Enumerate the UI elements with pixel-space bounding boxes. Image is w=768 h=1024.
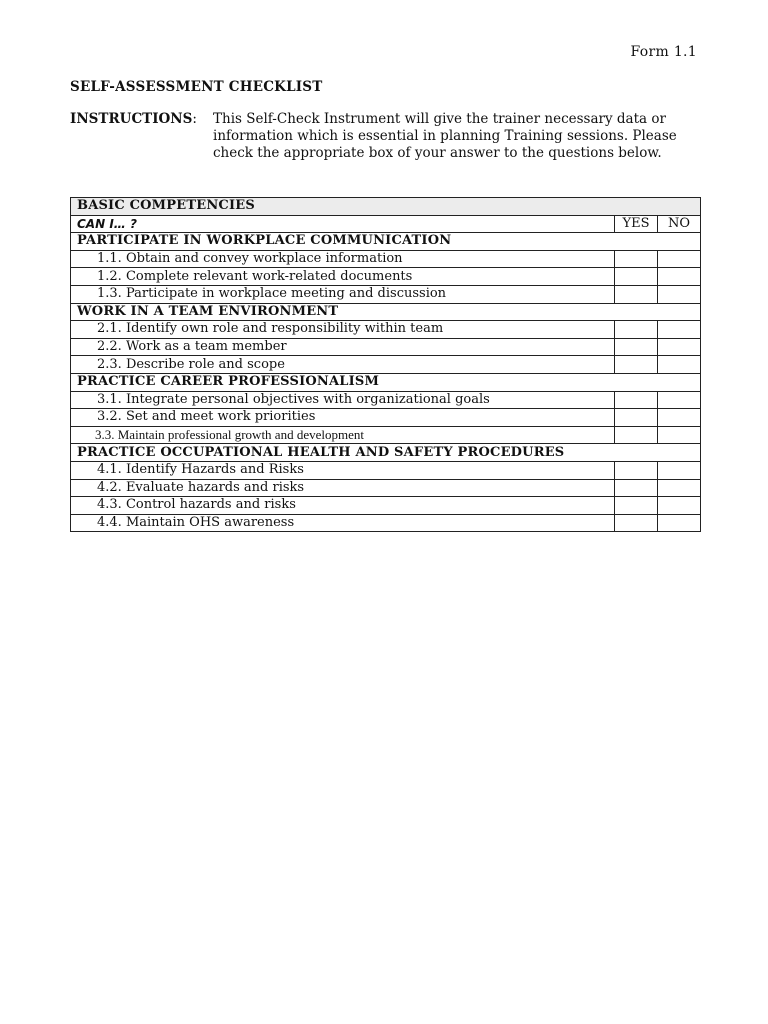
no-checkbox[interactable]	[658, 338, 701, 356]
yes-checkbox[interactable]	[615, 250, 658, 268]
yes-checkbox[interactable]	[615, 479, 658, 497]
instructions-colon: :	[192, 111, 197, 127]
yes-checkbox[interactable]	[615, 285, 658, 303]
table-row	[71, 409, 701, 427]
section-row	[71, 233, 701, 251]
yes-checkbox[interactable]	[615, 461, 658, 479]
section-title: PRACTICE OCCUPATIONAL HEALTH AND SAFETY PROCEDURES	[71, 444, 701, 462]
no-checkbox[interactable]	[658, 391, 701, 409]
basic-competencies-header: BASIC COMPETENCIES	[71, 198, 701, 216]
section-title: PARTICIPATE IN WORKPLACE COMMUNICATION	[71, 233, 701, 251]
no-checkbox[interactable]	[658, 356, 701, 374]
yes-checkbox[interactable]	[615, 497, 658, 515]
yes-checkbox[interactable]	[615, 409, 658, 427]
competency-item: 2.2. Work as a team member	[71, 338, 615, 356]
section-title: PRACTICE CAREER PROFESSIONALISM	[71, 373, 701, 391]
competency-item: 2.3. Describe role and scope	[71, 356, 615, 374]
table-row	[71, 285, 701, 303]
competency-item: 3.3. Maintain professional growth and development	[71, 426, 615, 444]
competency-item: 4.2. Evaluate hazards and risks	[71, 479, 615, 497]
no-checkbox[interactable]	[658, 479, 701, 497]
yes-checkbox[interactable]	[615, 514, 658, 532]
table-row	[71, 426, 701, 444]
instructions-text: This Self-Check Instrument will give the trainer necessary data or information which is essential in planning Training sessions. Please check the appropriate box of your answer to the questions below.	[213, 111, 677, 161]
no-checkbox[interactable]	[658, 250, 701, 268]
no-checkbox[interactable]	[658, 426, 701, 444]
table-row	[71, 497, 701, 515]
yes-checkbox[interactable]	[615, 391, 658, 409]
form-number: Form 1.1	[630, 44, 697, 60]
competency-item: 1.2. Complete relevant work-related documents	[71, 268, 615, 286]
yes-checkbox[interactable]	[615, 426, 658, 444]
table-row	[71, 321, 701, 339]
no-checkbox[interactable]	[658, 409, 701, 427]
instructions-block	[70, 111, 700, 162]
competency-item: 3.1. Integrate personal objectives with organizational goals	[71, 391, 615, 409]
competency-item: 1.1. Obtain and convey workplace information	[71, 250, 615, 268]
table-row	[71, 479, 701, 497]
table-header-row	[71, 198, 701, 216]
section-title: WORK IN A TEAM ENVIRONMENT	[71, 303, 701, 321]
no-column-header: NO	[658, 215, 701, 233]
yes-column-header: YES	[615, 215, 658, 233]
competency-item: 4.4. Maintain OHS awareness	[71, 514, 615, 532]
table-row	[71, 338, 701, 356]
table-row	[71, 514, 701, 532]
table-row	[71, 356, 701, 374]
yes-checkbox[interactable]	[615, 338, 658, 356]
instructions-label-wrap	[70, 111, 213, 162]
table-row	[71, 391, 701, 409]
table-row	[71, 461, 701, 479]
no-checkbox[interactable]	[658, 497, 701, 515]
instructions-label: INSTRUCTIONS	[70, 111, 193, 127]
yes-checkbox[interactable]	[615, 356, 658, 374]
section-row	[71, 444, 701, 462]
section-row	[71, 303, 701, 321]
competency-item: 1.3. Participate in workplace meeting and discussion	[71, 285, 615, 303]
no-checkbox[interactable]	[658, 321, 701, 339]
no-checkbox[interactable]	[658, 268, 701, 286]
can-i-prompt: CAN I… ?	[71, 215, 615, 233]
page-title: SELF-ASSESSMENT CHECKLIST	[70, 79, 323, 95]
no-checkbox[interactable]	[658, 461, 701, 479]
competency-item: 2.1. Identify own role and responsibility within team	[71, 321, 615, 339]
section-row	[71, 373, 701, 391]
competency-item: 4.1. Identify Hazards and Risks	[71, 461, 615, 479]
no-checkbox[interactable]	[658, 285, 701, 303]
table-row	[71, 250, 701, 268]
column-header-row	[71, 215, 701, 233]
competency-item: 3.2. Set and meet work priorities	[71, 409, 615, 427]
competency-checklist-table	[70, 197, 701, 532]
yes-checkbox[interactable]	[615, 321, 658, 339]
competency-item: 4.3. Control hazards and risks	[71, 497, 615, 515]
yes-checkbox[interactable]	[615, 268, 658, 286]
no-checkbox[interactable]	[658, 514, 701, 532]
table-row	[71, 268, 701, 286]
